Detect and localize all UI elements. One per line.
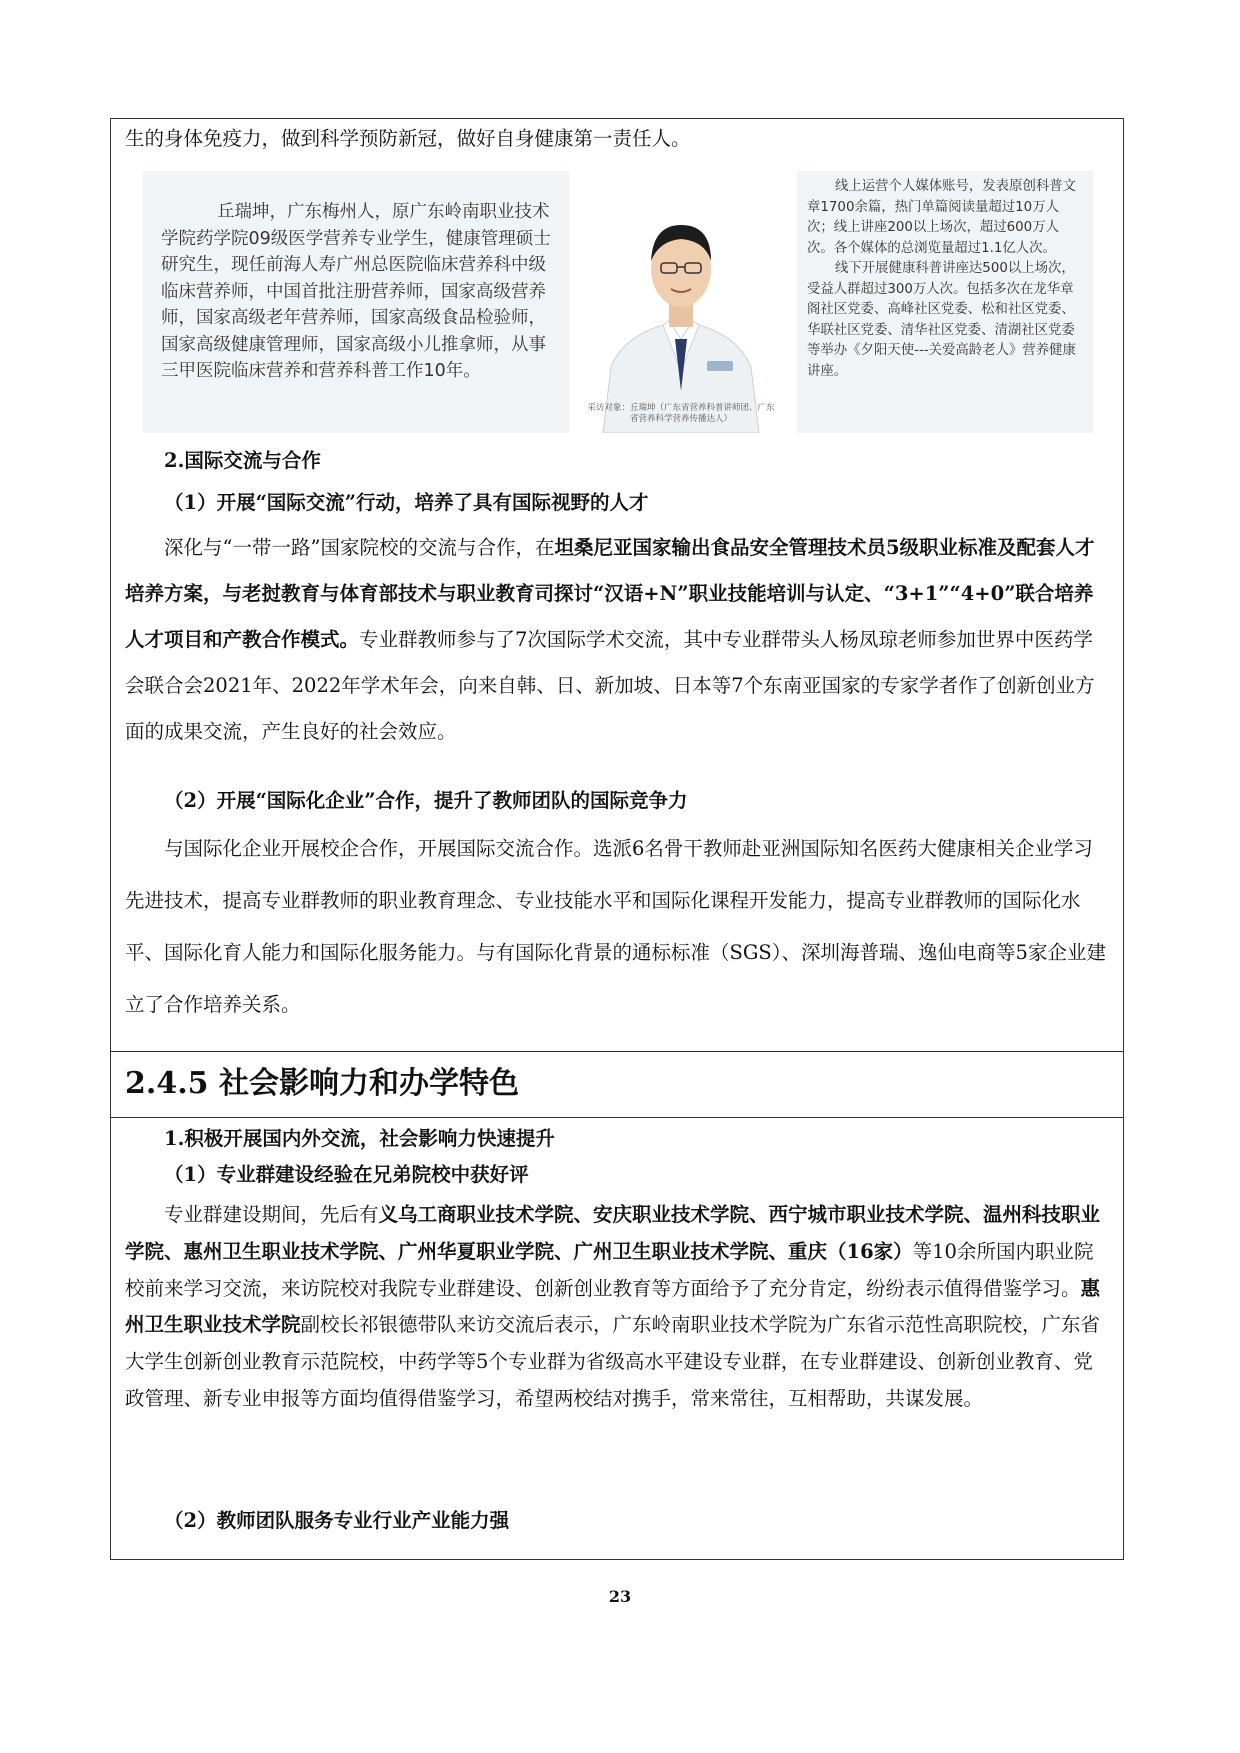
subheading-enterprise: （2）开展“国际化企业”合作，提升了教师团队的国际竞争力 xyxy=(164,789,688,812)
photo-caption: 采访对象：丘瑞坤（广东省营养科普讲师团、广东省营养科学营养传播达人） xyxy=(587,403,775,424)
profile-stats-card xyxy=(797,171,1093,433)
profile-image-strip xyxy=(143,171,1093,433)
subheading-reputation: （1）专业群建设经验在兄弟院校中获好评 xyxy=(164,1163,529,1186)
profile-online-text: 线上运营个人媒体账号，发表原创科普文章1700余篇，热门单篇阅读量超过10万人次；线上讲座200以上场次，超过600万人次。各个媒体的总浏览量超过1.1亿人次。 xyxy=(807,179,1077,256)
intro-line: 生的身体免疫力，做到科学预防新冠，做好自身健康第一责任人。 xyxy=(125,127,691,150)
heading-international: 2.国际交流与合作 xyxy=(164,449,321,472)
subheading-exchange: （1）开展“国际交流”行动，培养了具有国际视野的人才 xyxy=(164,491,649,514)
paragraph-exchange: 深化与“一带一路”国家院校的交流与合作，在坦桑尼亚国家输出食品安全管理技术员5级职业标准及配套人才培养方案，与老挝教育与体育部技术与职业教育司探讨“汉语+N”职业技能培训与认定、“3+1”“4+0”联合培养人才项目和产教合作模式。专业群教师参与了7次国际学术交流，其中专业群带头人杨凤琼老师参加世界中医药学会联合会2021年、2022年学术年会，向来自韩、日、新加坡、日本等7个东南亚国家的专家学者作了创新创业方面的成果交流，产生良好的社会效应。 xyxy=(125,536,1095,743)
profile-bio-card xyxy=(143,171,569,433)
divider-bottom xyxy=(111,1117,1123,1118)
portrait-image xyxy=(583,171,779,433)
profile-offline-text: 线下开展健康科普讲座达500以上场次，受益人群超过300万人次。包括多次在龙华章阁社区党委、高峰社区党委、松和社区党委、华联社区党委、清华社区党委、清湖社区党委等举办《夕阳天使---关爱高龄老人》营养健康讲座。 xyxy=(807,261,1076,379)
heading-domestic: 1.积极开展国内外交流，社会影响力快速提升 xyxy=(164,1127,555,1150)
content-frame xyxy=(110,118,1124,1560)
page-number: 23 xyxy=(608,1587,632,1606)
paragraph-reputation: 专业群建设期间，先后有义乌工商职业技术学院、安庆职业技术学院、西宁城市职业技术学院、温州科技职业学院、惠州卫生职业技术学院、广州华夏职业学院、广州卫生职业技术学院、重庆（16家）等10余所国内职业院校前来学习交流，来访院校对我院专业群建设、创新创业教育等方面给予了充分肯定，纷纷表示值得借鉴学习。惠州卫生职业技术学院副校长祁银德带队来访交流后表示，广东岭南职业技术学院为广东省示范性高职院校，广东省大学生创新创业教育示范院校，中药学等5个专业群为省级高水平建设专业群，在专业群建设、创新创业教育、党政管理、新专业申报等方面均值得借鉴学习，希望两校结对携手，常来常往，互相帮助，共谋发展。 xyxy=(125,1203,1101,1410)
paragraph-enterprise: 与国际化企业开展校企合作，开展国际交流合作。选派6名骨干教师赴亚洲国际知名医药大健康相关企业学习先进技术，提高专业群教师的职业教育理念、专业技能水平和国际化课程开发能力，提高专业群教师的国际化水平、国际化育人能力和国际化服务能力。与有国际化背景的通标标准（SGS）、深圳海普瑞、逸仙电商等5家企业建立了合作培养关系。 xyxy=(125,837,1106,1016)
divider-top xyxy=(111,1051,1123,1052)
profile-bio-text: 丘瑞坤，广东梅州人，原广东岭南职业技术学院药学院09级医学营养专业学生，健康管理硕士研究生，现任前海人寿广州总医院临床营养科中级临床营养师，中国首批注册营养师，国家高级营养师，国家高级老年营养师，国家高级食品检验师，国家高级健康管理师，国家高级小儿推拿师，从事三甲医院临床营养和营养科普工作10年。 xyxy=(161,202,551,381)
subheading-service: （2）教师团队服务专业行业产业能力强 xyxy=(164,1509,510,1532)
profile-photo xyxy=(583,171,779,433)
section-title: 2.4.5 社会影响力和办学特色 xyxy=(125,1066,519,1101)
